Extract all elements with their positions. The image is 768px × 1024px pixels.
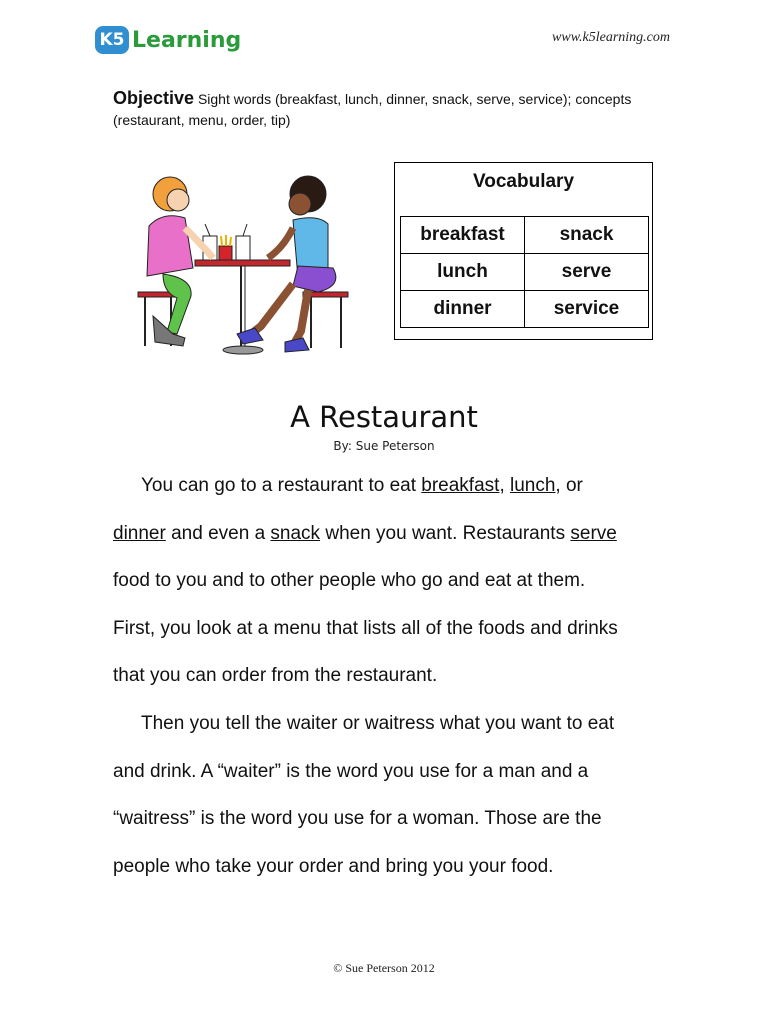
vocab-word: lunch: [401, 254, 525, 291]
story-text: “waitress” is the word you use for a woman. Those are the: [113, 808, 602, 829]
story-text: ,: [499, 475, 510, 496]
story-line: [113, 618, 618, 640]
story-line: [113, 570, 585, 592]
story-text: You can go to a restaurant to eat: [141, 475, 422, 496]
site-url: www.k5learning.com: [552, 30, 670, 45]
story-line: [141, 713, 614, 735]
vocabulary-table: [400, 216, 649, 328]
story-text: Then you tell the waiter or waitress what you want to eat: [141, 713, 615, 734]
vocab-word: dinner: [401, 291, 525, 328]
story-text: and even a: [165, 523, 271, 544]
story-title: A Restaurant: [290, 400, 478, 434]
objective-label: Objective: [113, 88, 195, 108]
objective-text: Sight words (breakfast, lunch, dinner, snack, serve, service); concepts (restaurant, menu, order, tip): [113, 91, 632, 128]
story-line: [113, 761, 588, 783]
table-row: [401, 217, 649, 254]
vocabulary-box: [394, 162, 653, 340]
logo-badge: K5: [95, 26, 129, 54]
story-line: [113, 856, 553, 878]
story-line: [113, 665, 437, 687]
copyright-footer: © Sue Peterson 2012: [333, 961, 435, 975]
vocab-word: serve: [525, 254, 649, 291]
story-line: [113, 808, 602, 830]
story-text: , or: [555, 475, 583, 496]
story-author: By: Sue Peterson: [333, 439, 435, 453]
story-text: food to you and to other people who go and eat at them.: [113, 570, 586, 591]
table-row: [401, 291, 649, 328]
vocab-word-underlined: breakfast: [421, 475, 500, 496]
logo-text: Learning: [132, 27, 242, 53]
vocab-word: breakfast: [401, 217, 525, 254]
story-text: that you can order from the restaurant.: [113, 665, 438, 686]
vocabulary-title: Vocabulary: [472, 171, 575, 192]
story-text: when you want. Restaurants: [320, 523, 571, 544]
vocab-word: service: [525, 291, 649, 328]
table-row: [401, 254, 649, 291]
objective: [113, 88, 673, 131]
vocab-word: snack: [525, 217, 649, 254]
story-text: people who take your order and bring you your food.: [113, 856, 554, 877]
vocab-word-underlined: dinner: [113, 523, 166, 544]
story-line: [141, 475, 583, 497]
vocab-word-underlined: serve: [570, 523, 617, 544]
two-girls-eating-at-table-illustration: [133, 166, 353, 358]
vocab-word-underlined: snack: [270, 523, 321, 544]
vocab-word-underlined: lunch: [510, 475, 556, 496]
story-line: [113, 523, 617, 545]
story-text: First, you look at a menu that lists all of the foods and drinks: [113, 618, 618, 639]
k5-learning-logo: [95, 22, 241, 58]
story-text: and drink. A “waiter” is the word you use for a man and a: [113, 761, 589, 782]
